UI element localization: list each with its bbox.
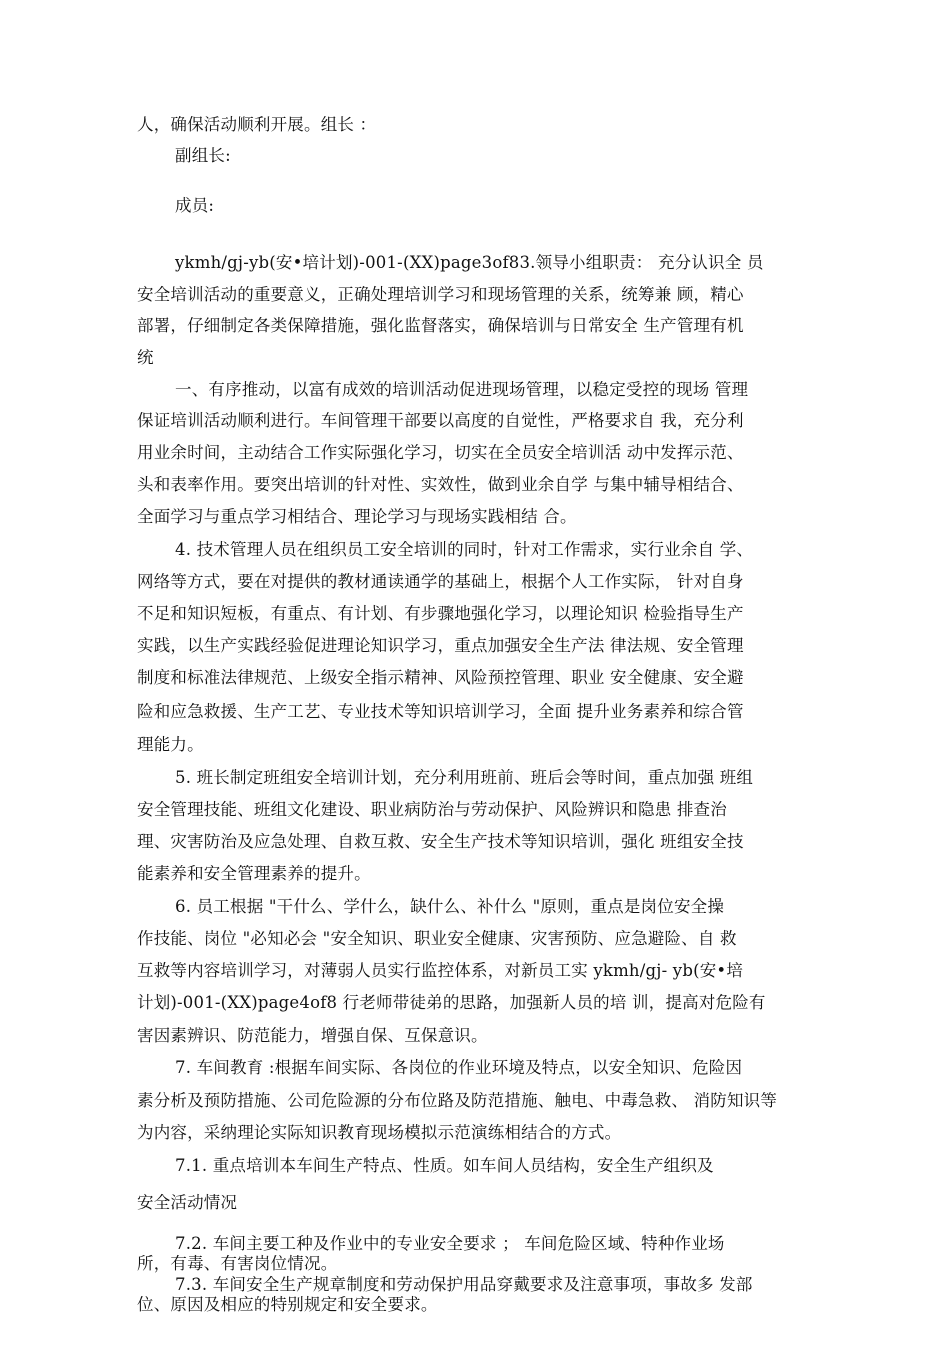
text-line: 理、灾害防治及应急处理、自救互救、安全生产技术等知识培训，强化 班组安全技 — [137, 832, 744, 851]
text-line: 害因素辨识、防范能力，增强自保、互保意识。 — [137, 1026, 488, 1045]
text-line: 副组长: — [175, 146, 231, 165]
text-line: 安全管理技能、班组文化建设、职业病防治与劳动保护、风险辨识和隐患 排查治 — [137, 800, 727, 819]
text-line: 保证培训活动顺利进行。车间管理干部要以高度的自觉性，严格要求自 我，充分利 — [137, 411, 744, 430]
text-line: 实践，以生产实践经验促进理论知识学习，重点加强安全生产法 律法规、安全管理 — [137, 636, 744, 655]
text-line: 统 — [137, 348, 154, 367]
text-line: 人，确保活动顺利开展。组长 ： — [137, 115, 377, 134]
text-line: 6. 员工根据 "干什么、学什么，缺什么、补什么 "原则，重点是岗位安全操 — [175, 897, 725, 916]
text-line: 互救等内容培训学习，对薄弱人员实行监控体系，对新员工实 ykmh/gj- yb(安•培 — [137, 961, 744, 980]
text-line: 不足和知识短板，有重点、有计划、有步骤地强化学习，以理论知识 检验指导生产 — [137, 604, 744, 623]
text-line: 用业余时间，主动结合工作实际强化学习，切实在全员安全培训活 动中发挥示范、 — [137, 443, 744, 462]
text-line: 安全培训活动的重要意义，正确处理培训学习和现场管理的关系，统筹兼 顾，精心 — [137, 285, 744, 304]
text-line: 计划)-001-(XX)page4of8 行老师带徒弟的思路，加强新人员的培 训，提高对危险有 — [137, 993, 766, 1012]
text-line: 网络等方式，要在对提供的教材通读通学的基础上，根据个人工作实际， 针对自身 — [137, 572, 744, 591]
text-line: 成员: — [175, 196, 215, 215]
text-line: 7.2. 车间主要工种及作业中的专业安全要求 ； 车间危险区域、特种作业场 — [175, 1234, 725, 1253]
text-line: 安全活动情况 — [137, 1193, 238, 1212]
text-line: 部署，仔细制定各类保障措施，强化监督落实，确保培训与日常安全 生产管理有机 — [137, 316, 744, 335]
text-line: 7.3. 车间安全生产规章制度和劳动保护用品穿戴要求及注意事项，事故多 发部 — [175, 1275, 753, 1294]
text-line: ykmh/gj-yb(安•培计划)-001-(XX)page3of83.领导小组职责： 充分认识全 员 — [175, 253, 764, 272]
text-line: 为内容，采纳理论实际知识教育现场模拟示范演练相结合的方式。 — [137, 1123, 622, 1142]
text-line: 一、有序推动，以富有成效的培训活动促进现场管理，以稳定受控的现场 管理 — [175, 380, 749, 399]
text-line: 能素养和安全管理素养的提升。 — [137, 864, 371, 883]
text-line: 作技能、岗位 "必知必会 "安全知识、职业安全健康、灾害预防、应急避险、自 救 — [137, 929, 737, 948]
text-line: 位、原因及相应的特别规定和安全要求。 — [137, 1295, 438, 1314]
text-line: 理能力。 — [137, 735, 204, 754]
text-line: 险和应急救援、生产工艺、专业技术等知识培训学习，全面 提升业务素养和综合管 — [137, 702, 744, 721]
text-line: 制度和标准法律规范、上级安全指示精神、风险预控管理、职业 安全健康、安全避 — [137, 668, 744, 687]
text-line: 5. 班长制定班组安全培训计划，充分利用班前、班后会等时间，重点加强 班组 — [175, 768, 754, 787]
text-line: 头和表率作用。要突出培训的针对性、实效性，做到业余自学 与集中辅导相结合、 — [137, 475, 744, 494]
text-line: 7.1. 重点培训本车间生产特点、性质。如车间人员结构，安全生产组织及 — [175, 1156, 714, 1175]
text-line: 所，有毒、有害岗位情况。 — [137, 1254, 338, 1273]
text-line: 4. 技术管理人员在组织员工安全培训的同时，针对工作需求，实行业余自 学、 — [175, 540, 754, 559]
text-line: 全面学习与重点学习相结合、理论学习与现场实践相结 合。 — [137, 507, 577, 526]
text-line: 素分析及预防措施、公司危险源的分布位路及防范措施、触电、中毒急救、 消防知识等 — [137, 1091, 778, 1110]
text-line: 7. 车间教育 :根据车间实际、各岗位的作业环境及特点，以安全知识、危险因 — [175, 1058, 743, 1077]
